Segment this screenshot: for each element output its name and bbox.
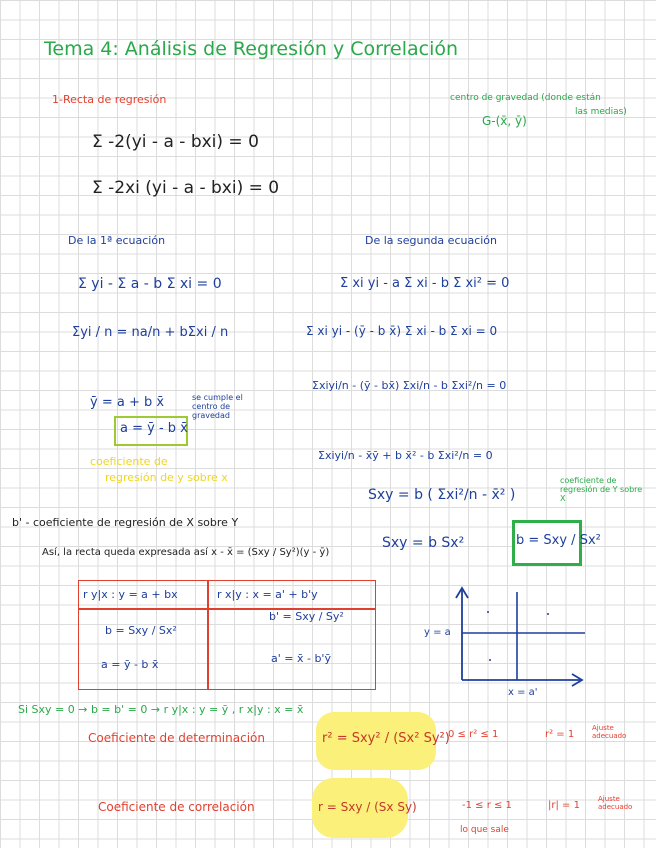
table-col1-row2: a = ȳ - b x̄: [101, 658, 159, 671]
bprime-heading: b' - coeficiente de regresión de X sobre Y: [12, 516, 239, 529]
second-equation-header: De la segunda ecuación: [365, 234, 498, 247]
table-col2-row2: a' = x̄ - b'ȳ: [271, 652, 331, 665]
equation-2: Σ -2xi (yi - a - bxi) = 0: [92, 178, 280, 198]
right-line-1: Σ xi yi - a Σ xi - b Σ xi² = 0: [340, 276, 510, 291]
coef-note-2: regresión de y sobre x: [105, 471, 228, 484]
centro-note-2: las medias): [575, 107, 627, 117]
determination-note: Ajuste adecuado: [592, 724, 627, 741]
centro-point: G-(x̄, ȳ): [482, 114, 527, 128]
table-col2-row1: b' = Sxy / Sy²: [269, 610, 344, 623]
determination-formula: r² = Sxy² / (Sx² Sy²): [322, 731, 450, 746]
first-equation-header: De la 1ª ecuación: [68, 234, 166, 247]
right-line-3: Σxiyi/n - (ȳ - bx̄) Σxi/n - b Σxi²/n = 0: [312, 379, 507, 392]
table-col1-row1: b = Sxy / Sx²: [105, 624, 177, 637]
right-line-4: Σxiyi/n - x̄ȳ + b x̄² - b Σxi²/n = 0: [318, 449, 493, 462]
coef-note-1: coeficiente de: [90, 455, 168, 468]
a-formula: a = ȳ - b x̄: [120, 421, 188, 436]
left-line-1: Σ yi - Σ a - b Σ xi = 0: [78, 276, 222, 292]
correlation-range: -1 ≤ r ≤ 1: [462, 800, 512, 811]
si-line: Si Sxy = 0 → b = b' = 0 → r y|x : y = ȳ , r x|y : x = x̄: [18, 703, 304, 716]
determination-one: r² = 1: [545, 729, 575, 740]
correlation-label: Coeficiente de correlación: [98, 800, 255, 814]
correlation-abs: |r| = 1: [548, 800, 580, 811]
bprime-description: Así, la recta queda expresada así x - x̄ = (Sxy / Sy²)(y - ȳ): [42, 547, 330, 558]
right-line-5: Sxy = b ( Σxi²/n - x̄² ): [368, 487, 516, 503]
left-line-2: Σyi / n = na/n + bΣxi / n: [72, 325, 229, 340]
graph-y-label: y = a: [424, 627, 451, 638]
equation-1: Σ -2(yi - a - bxi) = 0: [92, 132, 259, 152]
right-line-5-note: coeficiente de regresión de Y sobre X: [560, 476, 643, 504]
page-title: Tema 4: Análisis de Regresión y Correlación: [44, 38, 459, 60]
right-line-2: Σ xi yi - (ȳ - b x̄) Σ xi - b Σ xi = 0: [306, 324, 498, 338]
graph-x-label: x = a': [508, 687, 538, 698]
table-col1-header: r y|x : y = a + bx: [83, 588, 178, 601]
table-col2-header: r x|y : x = a' + b'y: [217, 588, 318, 601]
correlation-sub: lo que sale: [460, 825, 509, 835]
left-line-3-note: se cumple el centro de gravedad: [192, 393, 243, 421]
b-formula: b = Sxy / Sx²: [516, 533, 601, 548]
section-heading: 1-Recta de regresión: [52, 93, 167, 106]
determination-range: 0 ≤ r² ≤ 1: [448, 729, 499, 740]
right-line-6: Sxy = b Sx²: [382, 535, 465, 551]
centro-note: centro de gravedad (donde están: [450, 93, 601, 103]
left-line-3: ȳ = a + b x̄: [90, 395, 165, 410]
correlation-formula: r = Sxy / (Sx Sy): [318, 800, 417, 814]
correlation-note: Ajuste adecuado: [598, 795, 633, 812]
determination-label: Coeficiente de determinación: [88, 731, 265, 745]
